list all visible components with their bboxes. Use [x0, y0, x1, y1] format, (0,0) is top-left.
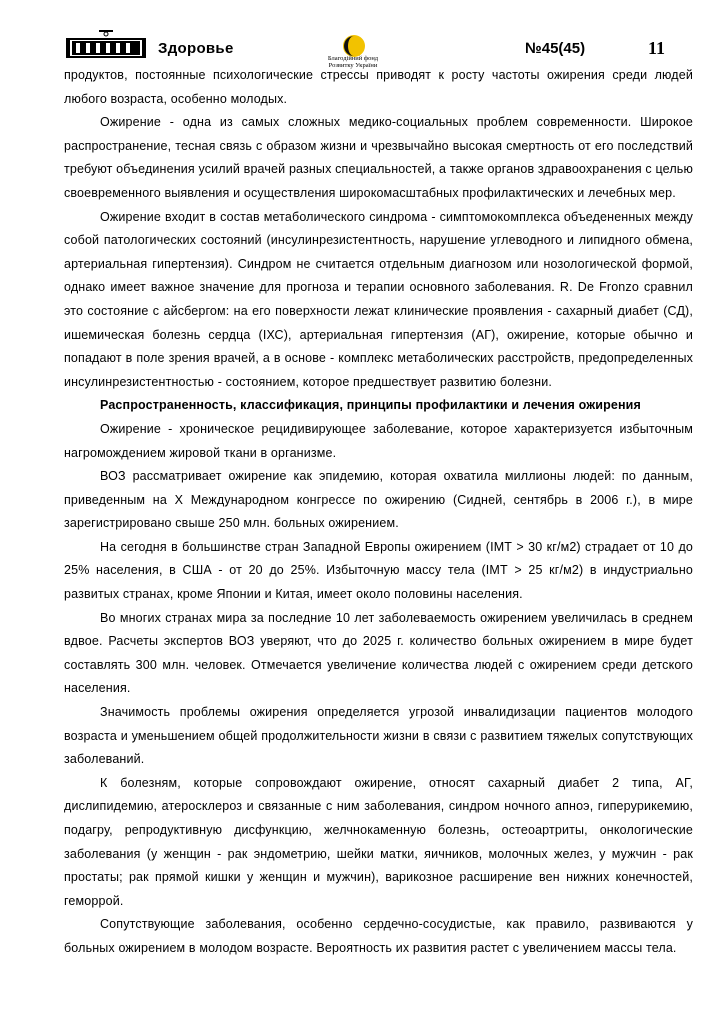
paragraph: На сегодня в большинстве стран Западной Европы ожирением (ІМТ > 30 кг/м2) страдает от 10 до 25% населения, в США - от 20 до 25%. Избыточную массу тела (ІМТ > 25 кг/м2) в индустриально развитых странах, кроме Японии и Китая, имеет около половины населения.	[64, 539, 693, 602]
paragraph: ВОЗ рассматривает ожирение как эпидемию, которая охватила миллионы людей: по данным, приведенным на X Международном конгрессе по ожирению (Сидней, сентябрь в 2006 г.), в мире зарегистрировано свыше 250 млн. больных ожирением.	[64, 469, 693, 531]
logo-crest-icon	[99, 30, 113, 36]
paragraph: Во многих странах мира за последние 10 лет заболеваемость ожирением увеличилась в среднем вдвое. Расчеты экспертов ВОЗ уверяют, что до 2025 г. количество больных ожирением в мире будет составлять 300 млн. человек. Отмечается увеличение количества людей с ожирением среди детского населения.	[64, 610, 693, 696]
paragraph: продуктов, постоянные психологические стрессы приводят к росту частоты ожирения среди людей любого возраста, особенно молодых.	[64, 68, 693, 106]
unan-logo	[66, 30, 146, 58]
section-title: Здоровье	[158, 40, 234, 57]
fund-caption-line1: Благодійний фонд	[327, 55, 379, 62]
paragraph: Ожирение - одна из самых сложных медико-социальных проблем современности. Широкое распространение, тесная связь с образом жизни и чрезвычайно высокая смертность от его последствий требуют объединения усилий врачей разных специальностей, а также органов здравоохранения с целью своевременного выявления и осуществления широкомасштабных профилактических и лечебных мер.	[64, 115, 693, 200]
paragraph: Ожирение - хроническое рецидивирующее заболевание, которое характеризуется избыточным нагромождением жировой ткани в организме.	[64, 421, 693, 460]
section-heading: Распространенность, классификация, принципы профилактики и лечения ожирения	[100, 398, 641, 413]
article-body	[64, 64, 693, 961]
page-header	[0, 0, 728, 70]
paragraph: К болезням, которые сопровождают ожирение, относят сахарный диабет 2 типа, АГ, дислипидемию, атеросклероз и связанные с ним заболевания, синдром ночного апноэ, гиперурикемию, подагру, репродуктивную дисфункцию, желчнокаменную болезнь, остеоартриты, онкологические заболевания (у женщин - рак эндометрию, шейки матки, яичников, молочных желез, у мужчин - рак простаты; рак прямой кишки у женщин и мужчин), варикозное расширение вен нижних конечностей, геморрой.	[64, 775, 693, 908]
paragraph: Ожирение входит в состав метаболического синдрома - симптомокомплекса объедененных между собой патологических состояний (инсулинрезистентность, нарушение углеводного и липидного обмена, артериальная гипертензия). Синдром не считается отдельным диагнозом или нозологической формой, однако имеет важное значение для прогноза и терапии основного заболевания. R. De Fronzo сравнил это состояние с айсбергом: на его поверхности лежат клинические проявления - сахарный диабет (СД), ишемическая болезнь сердца (ІХС), артериальная гипертензия (АГ), ожирение, которые обычно и попадают в поле зрения врачей, а в основе - комплекс метаболических расстройств, предопределенных инсулинрезистентностью - состоянием, которое предшествует развитию болезни.	[64, 209, 693, 389]
paragraph: Значимость проблемы ожирения определяется угрозой инвалидизации пациентов молодого возраста и уменьшением общей продолжительности жизни в связи с развитием тяжелых сопутствующих заболеваний.	[64, 705, 693, 767]
page-number: 11	[648, 38, 666, 58]
paragraph: Сопутствующие заболевания, особенно сердечно-сосудистые, как правило, развиваются у больных ожирением в молодом возрасте. Вероятность их развития растет с увеличением массы тела.	[64, 917, 693, 955]
fund-caption-line2: Розвитку України	[328, 62, 378, 69]
issue-number: №45(45)	[525, 40, 586, 57]
